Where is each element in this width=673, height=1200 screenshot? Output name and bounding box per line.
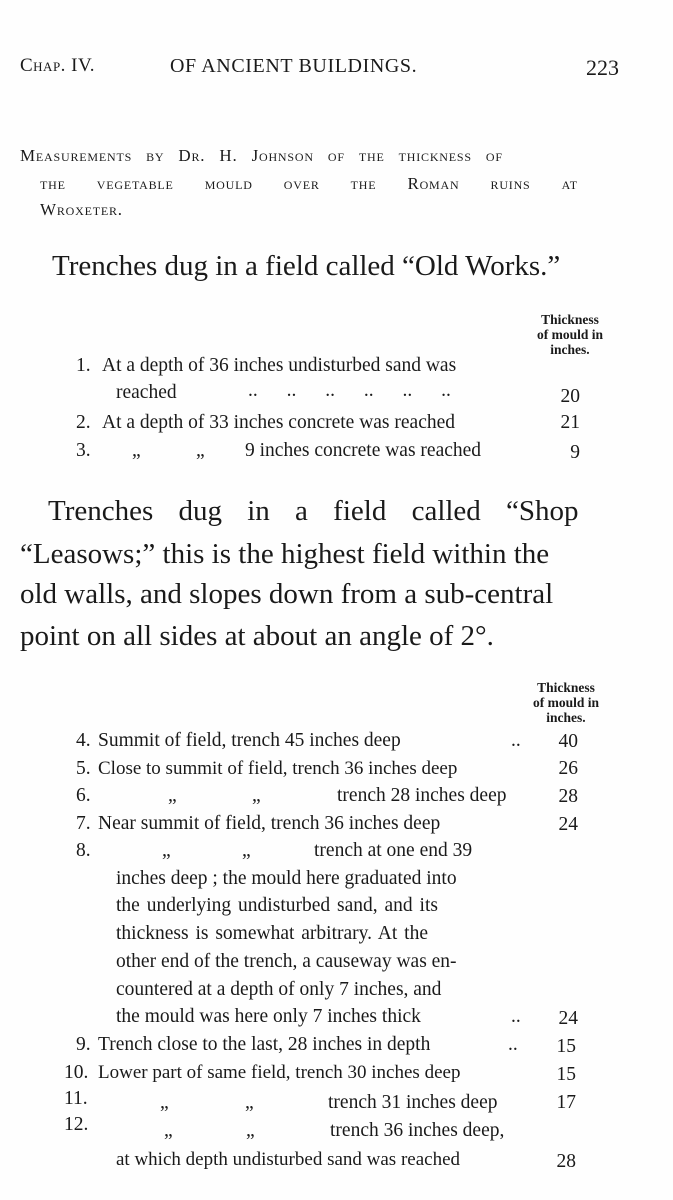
section-2-column-header (518, 680, 614, 725)
row-value: 17 (556, 1092, 576, 1113)
row-value: 15 (556, 1036, 576, 1057)
row-text: Close to summit of field, trench 36 inches deep (98, 758, 458, 779)
column-header-line: of mould in (536, 327, 604, 342)
ditto-mark: „ (168, 785, 177, 806)
row-text: Summit of field, trench 45 inches deep (98, 730, 401, 751)
caption-line-2: the vegetable mould over the Roman ruins at (40, 174, 578, 193)
ditto-mark: „ (164, 1120, 173, 1141)
row-value: 9 (570, 442, 580, 463)
row-number: 6. (76, 785, 91, 806)
ditto-mark: „ (242, 840, 251, 861)
ditto-mark: „ (246, 1120, 255, 1141)
caption-line-1: Measurements by Dr. H. Johnson of the thickness of (20, 146, 503, 165)
row-value: 20 (560, 386, 580, 407)
running-title: OF ANCIENT BUILDINGS. (170, 55, 418, 77)
row-number: 3. (76, 440, 91, 461)
row-text: Trench close to the last, 28 inches in depth (98, 1034, 431, 1055)
leader-dots: .. (511, 730, 521, 751)
row-text: trench 31 inches deep (328, 1092, 498, 1113)
column-header-line: of mould in (532, 695, 600, 710)
row-text-continued: reached (116, 382, 177, 403)
column-header-line: Thickness (537, 680, 595, 695)
row-number: 7. (76, 813, 91, 834)
row-text: trench 28 inches deep (337, 785, 507, 806)
section-2-heading-line: old walls, and slopes down from a sub-central (20, 578, 554, 610)
leader-dots: .. (508, 1034, 518, 1055)
row-text-continued: inches deep ; the mould here graduated into (116, 868, 457, 889)
ditto-mark: „ (196, 440, 205, 461)
column-header-line: inches. (550, 342, 590, 357)
row-text-continued: the underlying undisturbed sand, and its (116, 895, 438, 916)
row-text: trench 36 inches deep, (330, 1120, 505, 1141)
ditto-mark: „ (160, 1092, 169, 1113)
row-value: 28 (556, 1151, 576, 1172)
row-text-continued: thickness is somewhat arbitrary. At the (116, 923, 429, 944)
row-value: 40 (558, 731, 578, 752)
row-number: 10. (64, 1062, 89, 1083)
row-value: 24 (558, 814, 578, 835)
section-2-heading-line: Trenches dug in a field called “Shop (48, 495, 579, 527)
row-value: 24 (558, 1008, 578, 1029)
row-text: 9 inches concrete was reached (245, 440, 482, 461)
row-number: 12. (64, 1114, 89, 1135)
row-text: Near summit of field, trench 36 inches deep (98, 813, 441, 834)
section-1-heading: Trenches dug in a field called “Old Works.” (52, 250, 561, 282)
row-text: trench at one end 39 (314, 840, 473, 861)
leader-dots: .. .. .. .. .. .. (248, 380, 451, 401)
row-value: 15 (556, 1064, 576, 1085)
row-text: At a depth of 36 inches undisturbed sand was (102, 355, 457, 376)
row-text-continued: at which depth undisturbed sand was reached (116, 1149, 461, 1170)
ditto-mark: „ (252, 785, 261, 806)
row-number: 2. (76, 412, 91, 433)
row-number: 1. (76, 355, 91, 376)
row-text: At a depth of 33 inches concrete was reached (102, 412, 456, 433)
section-2-heading-line: “Leasows;” this is the highest field within the (20, 538, 550, 570)
caption-line-3: Wroxeter. (40, 200, 123, 219)
row-text-continued: other end of the trench, a causeway was en- (116, 951, 457, 972)
chapter-label: Chap. IV. (20, 55, 96, 76)
row-number: 11. (64, 1088, 88, 1109)
row-number: 4. (76, 730, 91, 751)
column-header-line: Thickness (541, 312, 599, 327)
ditto-mark: „ (132, 440, 141, 461)
section-1-column-header (522, 312, 618, 357)
row-value: 21 (560, 412, 580, 433)
row-value: 26 (558, 758, 578, 779)
row-number: 8. (76, 840, 91, 861)
ditto-mark: „ (245, 1092, 254, 1113)
column-header-line: inches. (546, 710, 586, 725)
ditto-mark: „ (162, 840, 171, 861)
row-number: 5. (76, 758, 91, 779)
leader-dots: .. (511, 1006, 521, 1027)
page-number: 223 (586, 55, 619, 80)
row-text-continued: countered at a depth of only 7 inches, and (116, 979, 442, 1000)
row-number: 9. (76, 1034, 91, 1055)
row-text-continued: the mould was here only 7 inches thick (116, 1006, 421, 1027)
row-text: Lower part of same field, trench 30 inches deep (98, 1062, 461, 1083)
section-2-heading-line: point on all sides at about an angle of 2°. (20, 620, 494, 652)
row-value: 28 (558, 786, 578, 807)
